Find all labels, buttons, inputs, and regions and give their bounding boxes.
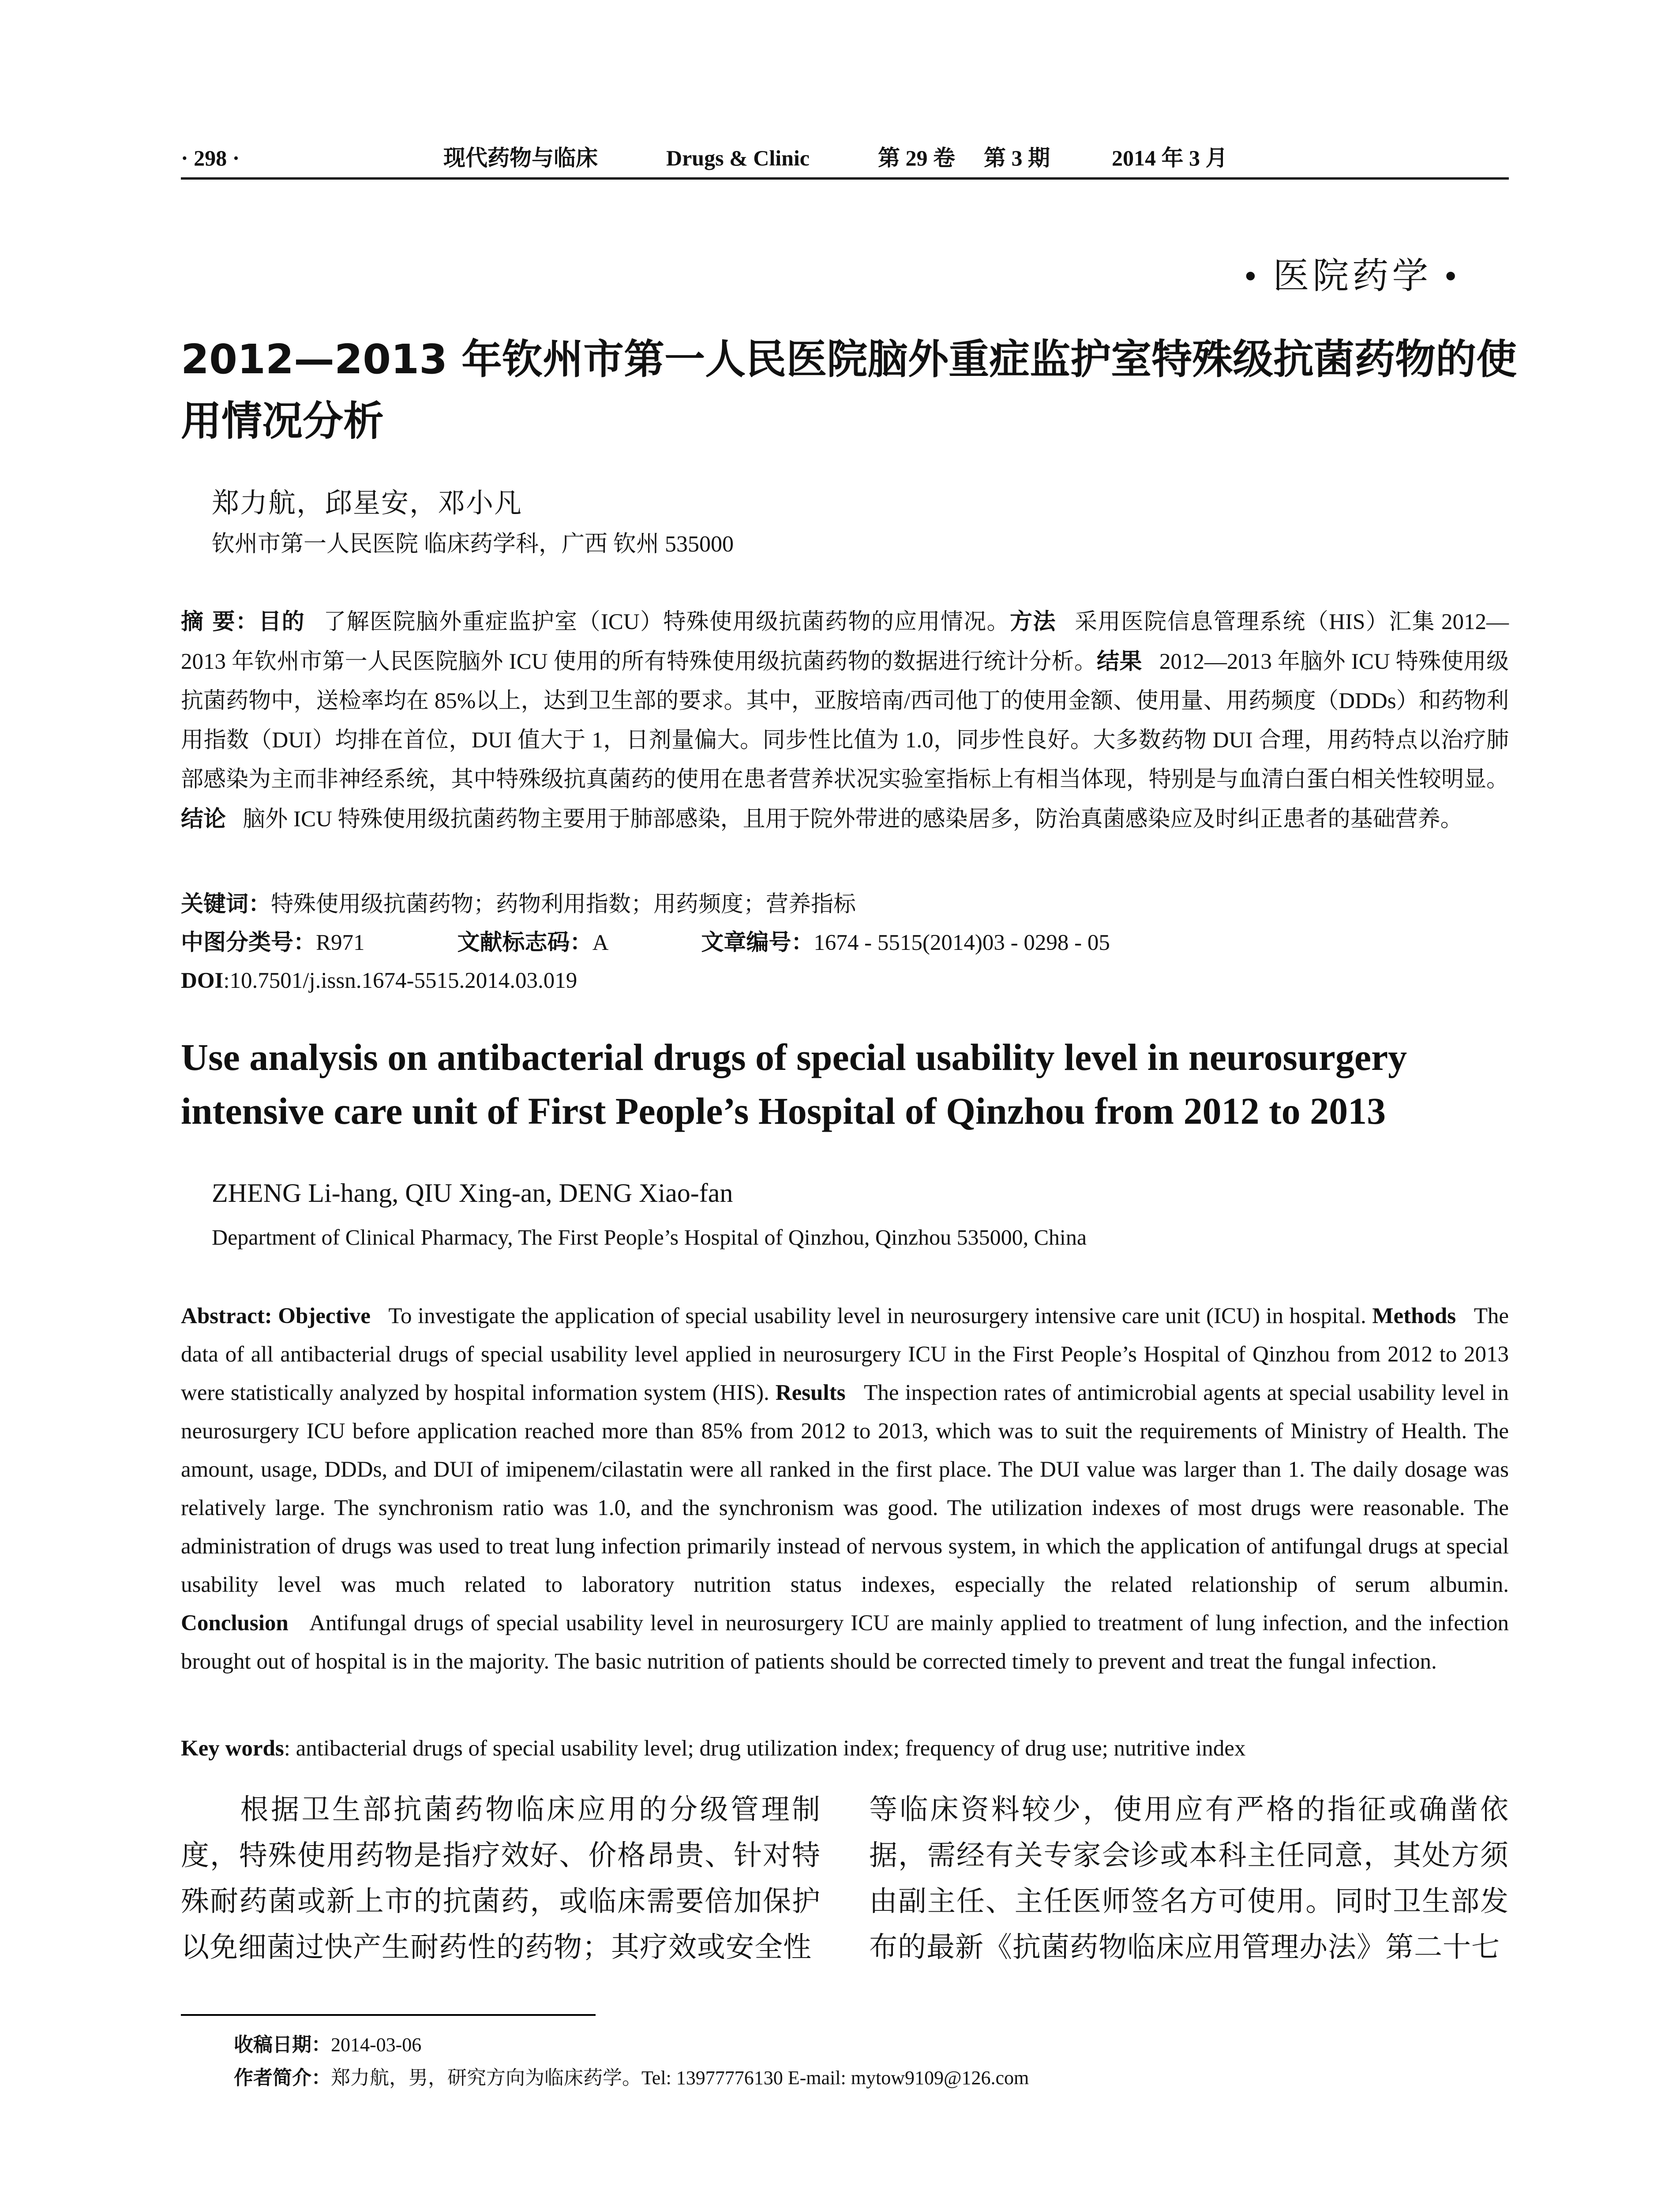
classification-line (181, 923, 1509, 963)
en-conclusion-label: Conclusion (181, 1611, 289, 1636)
doi-line (181, 961, 1509, 1001)
en-methods-text: The data of all antibacterial drugs of special usability level applied in neurosurgery ICU in the First People’s Hospital of Qinzhou from 2012 to 2013 were statistically analyzed by hospital information system (HIS). (181, 1304, 1509, 1405)
en-keywords-label: Key words (181, 1736, 284, 1761)
english-keywords (181, 1730, 1509, 1768)
article-no-value: 1674 - 5515(2014)03 - 0298 - 05 (814, 930, 1110, 955)
english-authors: ZHENG Li-hang, QIU Xing-an, DENG Xiao-fan (212, 1178, 733, 1208)
author-bio-label: 作者简介： (234, 2067, 331, 2089)
footnote-rule (181, 2014, 596, 2016)
page-number: · 298 · (181, 146, 240, 170)
keywords-label: 关键词： (181, 891, 271, 917)
received-value: 2014-03-06 (331, 2034, 422, 2056)
volume: 第 29 卷 (878, 146, 955, 170)
objective-text: 了解医院脑外重症监护室（ICU）特殊使用级抗菌药物的应用情况。 (323, 610, 1010, 634)
en-methods-label: Methods (1372, 1304, 1456, 1328)
en-conclusion-text: Antifungal drugs of special usability level in neurosurgery ICU are mainly applied to treatment of lung infection, and the infection brought out of hospital is in the majority. The basic nutrition of patients should be corrected timely to prevent and treat the fungal infection. (181, 1611, 1509, 1674)
methods-text: 采用医院信息管理系统（HIS）汇集 2012—2013 年钦州市第一人民医院脑外 ICU 使用的所有特殊使用级抗菌药物的数据进行统计分析。 (181, 610, 1509, 674)
english-affiliation: Department of Clinical Pharmacy, The First People’s Hospital of Qinzhou, Qinzhou 535000, China (212, 1225, 1087, 1249)
english-abstract (181, 1297, 1509, 1681)
clc-value: R971 (316, 930, 365, 955)
chinese-keywords (181, 885, 1509, 924)
journal-name-en: Drugs & Clinic (666, 146, 810, 170)
abstract-label: 摘 要： (181, 609, 259, 635)
body-column-left (181, 1787, 821, 1970)
en-objective-label: Objective (278, 1304, 371, 1328)
objective-label: 目的 (259, 609, 305, 635)
section-label: • 医院药学 • (1244, 256, 1461, 296)
en-results-label: Results (775, 1381, 846, 1405)
running-header (181, 140, 1504, 176)
english-title: Use analysis on antibacterial drugs of special usability level in neurosurgery intensive care unit of First People’s Hospital of Qinzhou from 2012 to 2013 (181, 1036, 1407, 1132)
methods-label: 方法 (1009, 609, 1056, 635)
chinese-abstract (181, 602, 1509, 839)
chinese-affiliation: 钦州市第一人民医院 临床药学科，广西 钦州 535000 (212, 532, 734, 557)
body-left-text: 根据卫生部抗菌药物临床应用的分级管理制度，特殊使用药物是指疗效好、价格昂贵、针对特殊耐药菌或新上市的抗菌药，或临床需要倍加保护以免细菌过快产生耐药性的药物；其疗效或安全性 (181, 1794, 821, 1963)
received-date-note (234, 2030, 421, 2060)
doc-code-value: A (592, 930, 609, 955)
chinese-authors: 郑力航，邱星安，邓小凡 (212, 488, 523, 518)
issue: 第 3 期 (984, 146, 1050, 170)
keywords-text: 特殊使用级抗菌药物；药物利用指数；用药频度；营养指标 (271, 892, 856, 917)
clc-label: 中图分类号： (181, 930, 316, 956)
results-text: 2012—2013 年脑外 ICU 特殊使用级抗菌药物中，送检率均在 85%以上，达到卫生部的要求。其中，亚胺培南/西司他丁的使用金额、使用量、用药频度（DDDs）和药物利用指数（DUI）均排在首位，DUI 值大于 1，日剂量偏大。同步性比值为 1.0，同步性良好。大多数药物 DUI 合理，用药特点以治疗肺部感染为主而非神经系统，其中特殊级抗真菌药的使用在患者营养状况实验室指标上有相当体现，特别是与血清白蛋白相关性较明显。 (181, 649, 1509, 792)
results-label: 结果 (1097, 649, 1142, 675)
en-results-text: The inspection rates of antimicrobial agents at special usability level in neurosurgery ICU before application reached more than 85% from 2012 to 2013, which was to suit the requirements of Ministry of Health. The amount, usage, DDDs, and DUI of imipenem/cilastatin were all ranked in the first place. The DUI value was larger than 1. The daily dosage was relatively large. The synchronism ratio was 1.0, and the synchronism was good. The utilization indexes of most drugs were reasonable. The administration of drugs was used to treat lung infection primarily instead of nervous system, in which the application of antifungal drugs at special usability level was much related to laboratory nutrition status indexes, especially the related relationship of serum albumin. (181, 1381, 1509, 1597)
doc-code-label: 文献标志码： (457, 930, 592, 956)
received-label: 收稿日期： (234, 2033, 331, 2056)
doi-label: DOI (181, 968, 224, 993)
author-bio-note (234, 2063, 1029, 2093)
en-abstract-label: Abstract: (181, 1304, 272, 1328)
body-column-right: 等临床资料较少，使用应有严格的指征或确凿依据，需经有关专家会诊或本科主任同意，其处方须由副主任、主任医师签名方可使用。同时卫生部发布的最新《抗菌药物临床应用管理办法》第二十七 (869, 1794, 1509, 1963)
article-no-label: 文章编号： (701, 930, 814, 956)
doi-value: :10.7501/j.issn.1674-5515.2014.03.019 (223, 968, 578, 993)
header-rule (181, 177, 1509, 180)
journal-name-cn: 现代药物与临床 (443, 145, 598, 171)
en-objective-text: To investigate the application of special usability level in neurosurgery intensive care unit (ICU) in hospital. (388, 1304, 1366, 1328)
en-keywords-text: : antibacterial drugs of special usability level; drug utilization index; frequency of drug use; nutritive index (284, 1736, 1246, 1761)
author-bio-value: 郑力航，男，研究方向为临床药学。Tel: 13977776130 E-mail: mytow9109@126.com (331, 2067, 1029, 2089)
issue-date: 2014 年 3 月 (1112, 146, 1228, 170)
conclusion-label: 结论 (181, 806, 226, 832)
chinese-title: 2012—2013 年钦州市第一人民医院脑外重症监护室特殊级抗菌药物的使用情况分析 (181, 336, 1517, 445)
conclusion-text: 脑外 ICU 特殊使用级抗菌药物主要用于肺部感染，且用于院外带进的感染居多，防治真菌感染应及时纠正患者的基础营养。 (243, 807, 1463, 832)
